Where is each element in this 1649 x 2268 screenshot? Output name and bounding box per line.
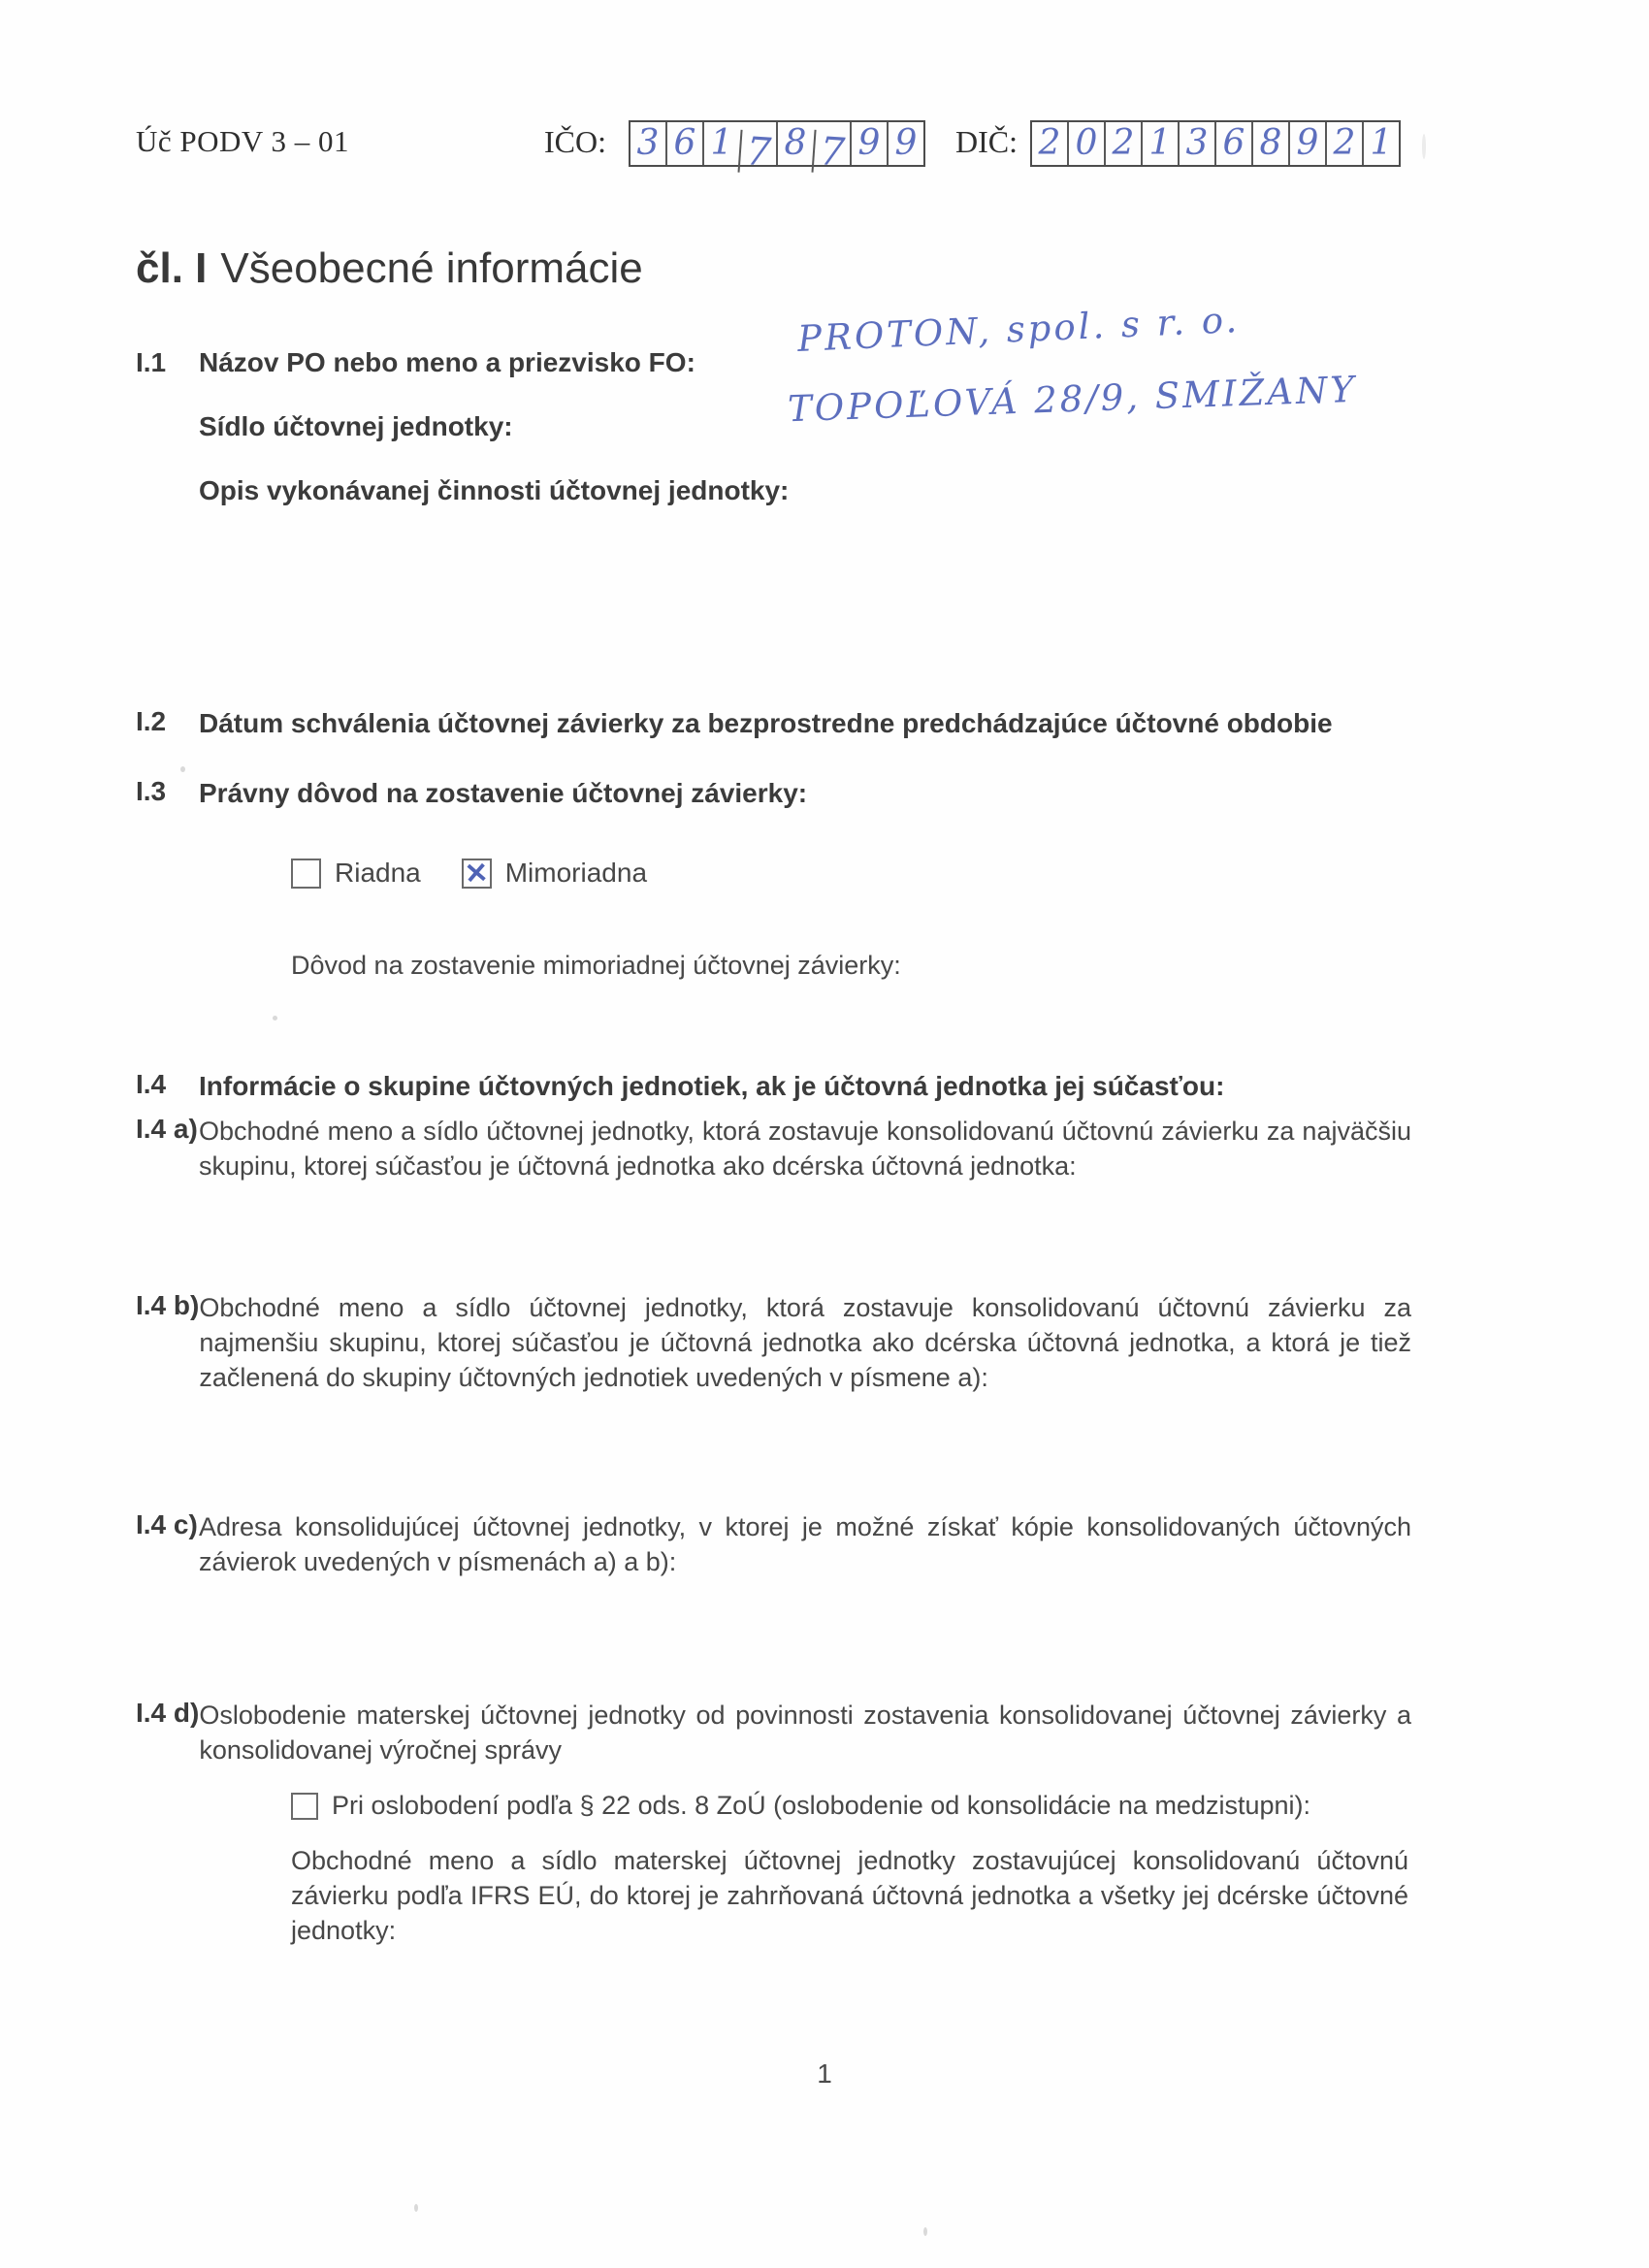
section-number-i2: I.2 [136,706,167,736]
mimoriadna-checkbox[interactable] [462,859,492,889]
dic-digit-box[interactable]: 9 [1288,122,1325,165]
section-i4c [136,1509,1411,1579]
ico-digit-box[interactable]: 8 [776,122,813,165]
section-i4a-text: Obchodné meno a sídlo účtovnej jednotky, ktorá zostavuje konsolidovanú účtovnú závierku za najväčšiu skupinu, ktorej súčasťou je účtovná jednotka ako dcérska účtovná jednotka: [199,1117,1411,1181]
section-i2-heading: Dátum schválenia účtovnej závierky za bezprostredne predchádzajúce účtovné obdobie [199,708,1333,738]
section-i4d [136,1698,1411,1767]
section-i4a [136,1114,1411,1183]
section-i4d-text: Oslobodenie materskej účtovnej jednotky od povinnosti zostavenia konsolidovanej účtovnej závierky a konsolidovanej výročnej správy [199,1701,1411,1765]
scan-artifact [414,2204,418,2212]
ico-digit-box[interactable]: 9 [887,122,923,165]
section-i4b [136,1290,1411,1395]
section-i3-heading: Právny dôvod na zostavenie účtovnej závierky: [199,778,808,808]
ico-digit-box[interactable]: 3 [636,123,660,163]
title-text: Všeobecné informácie [220,244,643,292]
dic-digit-box[interactable]: 8 [1251,122,1288,165]
dic-digit-box[interactable]: 1 [1362,122,1399,165]
dic-digit-box[interactable]: 0 [1067,122,1104,165]
ico-digit-box[interactable]: 7 [738,130,778,176]
section-i2 [136,706,1411,741]
page-title [136,244,643,293]
dic-digit-box[interactable]: 3 [1178,122,1214,165]
section-i4c-text: Adresa konsolidujúcej účtovnej jednotky, v ktorej je možné získať kópie konsolidovaných účtovných závierok uvedených v písmenách a) a b): [199,1512,1411,1576]
ico-digit-box[interactable]: 9 [850,122,887,165]
extraordinary-reason-label: Dôvod na zostavenie mimoriadnej účtovnej závierky: [291,951,901,980]
ico-digit-boxes[interactable] [629,120,925,176]
name-label: Názov PO nebo meno a priezvisko FO: [199,347,695,377]
scan-artifact [923,2227,927,2236]
ifrs-parent-note: Obchodné meno a sídlo materskej účtovnej jednotky zostavujúcej konsolidovanú účtovnú závierku podľa IFRS EÚ, do ktorej je zahrňovaná účtovná jednotka a všetky jej dcérske účtovné jednotky: [291,1846,1408,1945]
seat-label: Sídlo účtovnej jednotky: [199,411,513,441]
section-i4-heading: Informácie o skupine účtovných jednotiek, ak je účtovná jednotka jej súčasťou: [199,1071,1225,1101]
ico-digit-box[interactable]: 6 [665,122,702,165]
dic-label: DIČ: [955,124,1018,159]
handwritten-company-name: PROTON, spol. s r. o. [796,299,1241,360]
handwritten-company-seat: TOPOĽOVÁ 28/9, SMIŽANY [787,368,1358,431]
dic-digit-boxes[interactable] [1030,120,1401,167]
exemption-checkbox-row [291,1791,1310,1821]
activity-label: Opis vykonávanej činnosti účtovnej jednotky: [199,475,790,505]
dic-digit-box[interactable]: 2 [1038,123,1061,163]
ico-digit-box[interactable]: 1 [702,122,739,165]
ico-label: IČO: [544,124,606,159]
dic-digit-box[interactable]: 2 [1325,122,1362,165]
riadna-label: Riadna [335,858,421,888]
scan-artifact [180,766,185,772]
scan-artifact [273,1016,277,1021]
exemption-checkbox[interactable] [291,1793,318,1820]
dic-digit-box[interactable]: 1 [1141,122,1178,165]
section-i3 [136,776,1411,811]
section-number-i4d: I.4 d) [136,1698,200,1728]
page-number: 1 [817,2058,832,2089]
section-number-i1: I.1 [136,347,167,377]
legal-reason-options [291,858,674,889]
exemption-checkbox-label: Pri oslobodení podľa § 22 ods. 8 ZoÚ (oslobodenie od konsolidácie na medzistupni): [332,1791,1311,1820]
section-number-i4: I.4 [136,1069,167,1099]
section-number-i4c: I.4 c) [136,1509,198,1539]
section-i4 [136,1069,1411,1104]
dic-digit-box[interactable]: 6 [1214,122,1251,165]
form-code: Úč PODV 3 – 01 [136,124,349,158]
dic-digit-box[interactable]: 2 [1104,122,1141,165]
mimoriadna-label: Mimoriadna [504,858,648,888]
title-article-number: čl. I [136,244,208,292]
scan-artifact [1422,134,1426,159]
ico-digit-box[interactable]: 7 [812,130,852,176]
section-number-i3: I.3 [136,776,167,806]
riadna-checkbox[interactable] [291,859,321,889]
section-number-i4a: I.4 a) [136,1114,198,1144]
section-i4b-text: Obchodné meno a sídlo účtovnej jednotky, ktorá zostavuje konsolidovanú účtovnú závierku za najmenšiu skupinu, ktorej súčasťou je účtovná jednotka ako dcérska účtovná jednotka, a ktorá je tiež začlenená do skupiny účtovných jednotiek uvedených v písmene a): [199,1293,1411,1392]
section-number-i4b: I.4 b) [136,1290,200,1320]
